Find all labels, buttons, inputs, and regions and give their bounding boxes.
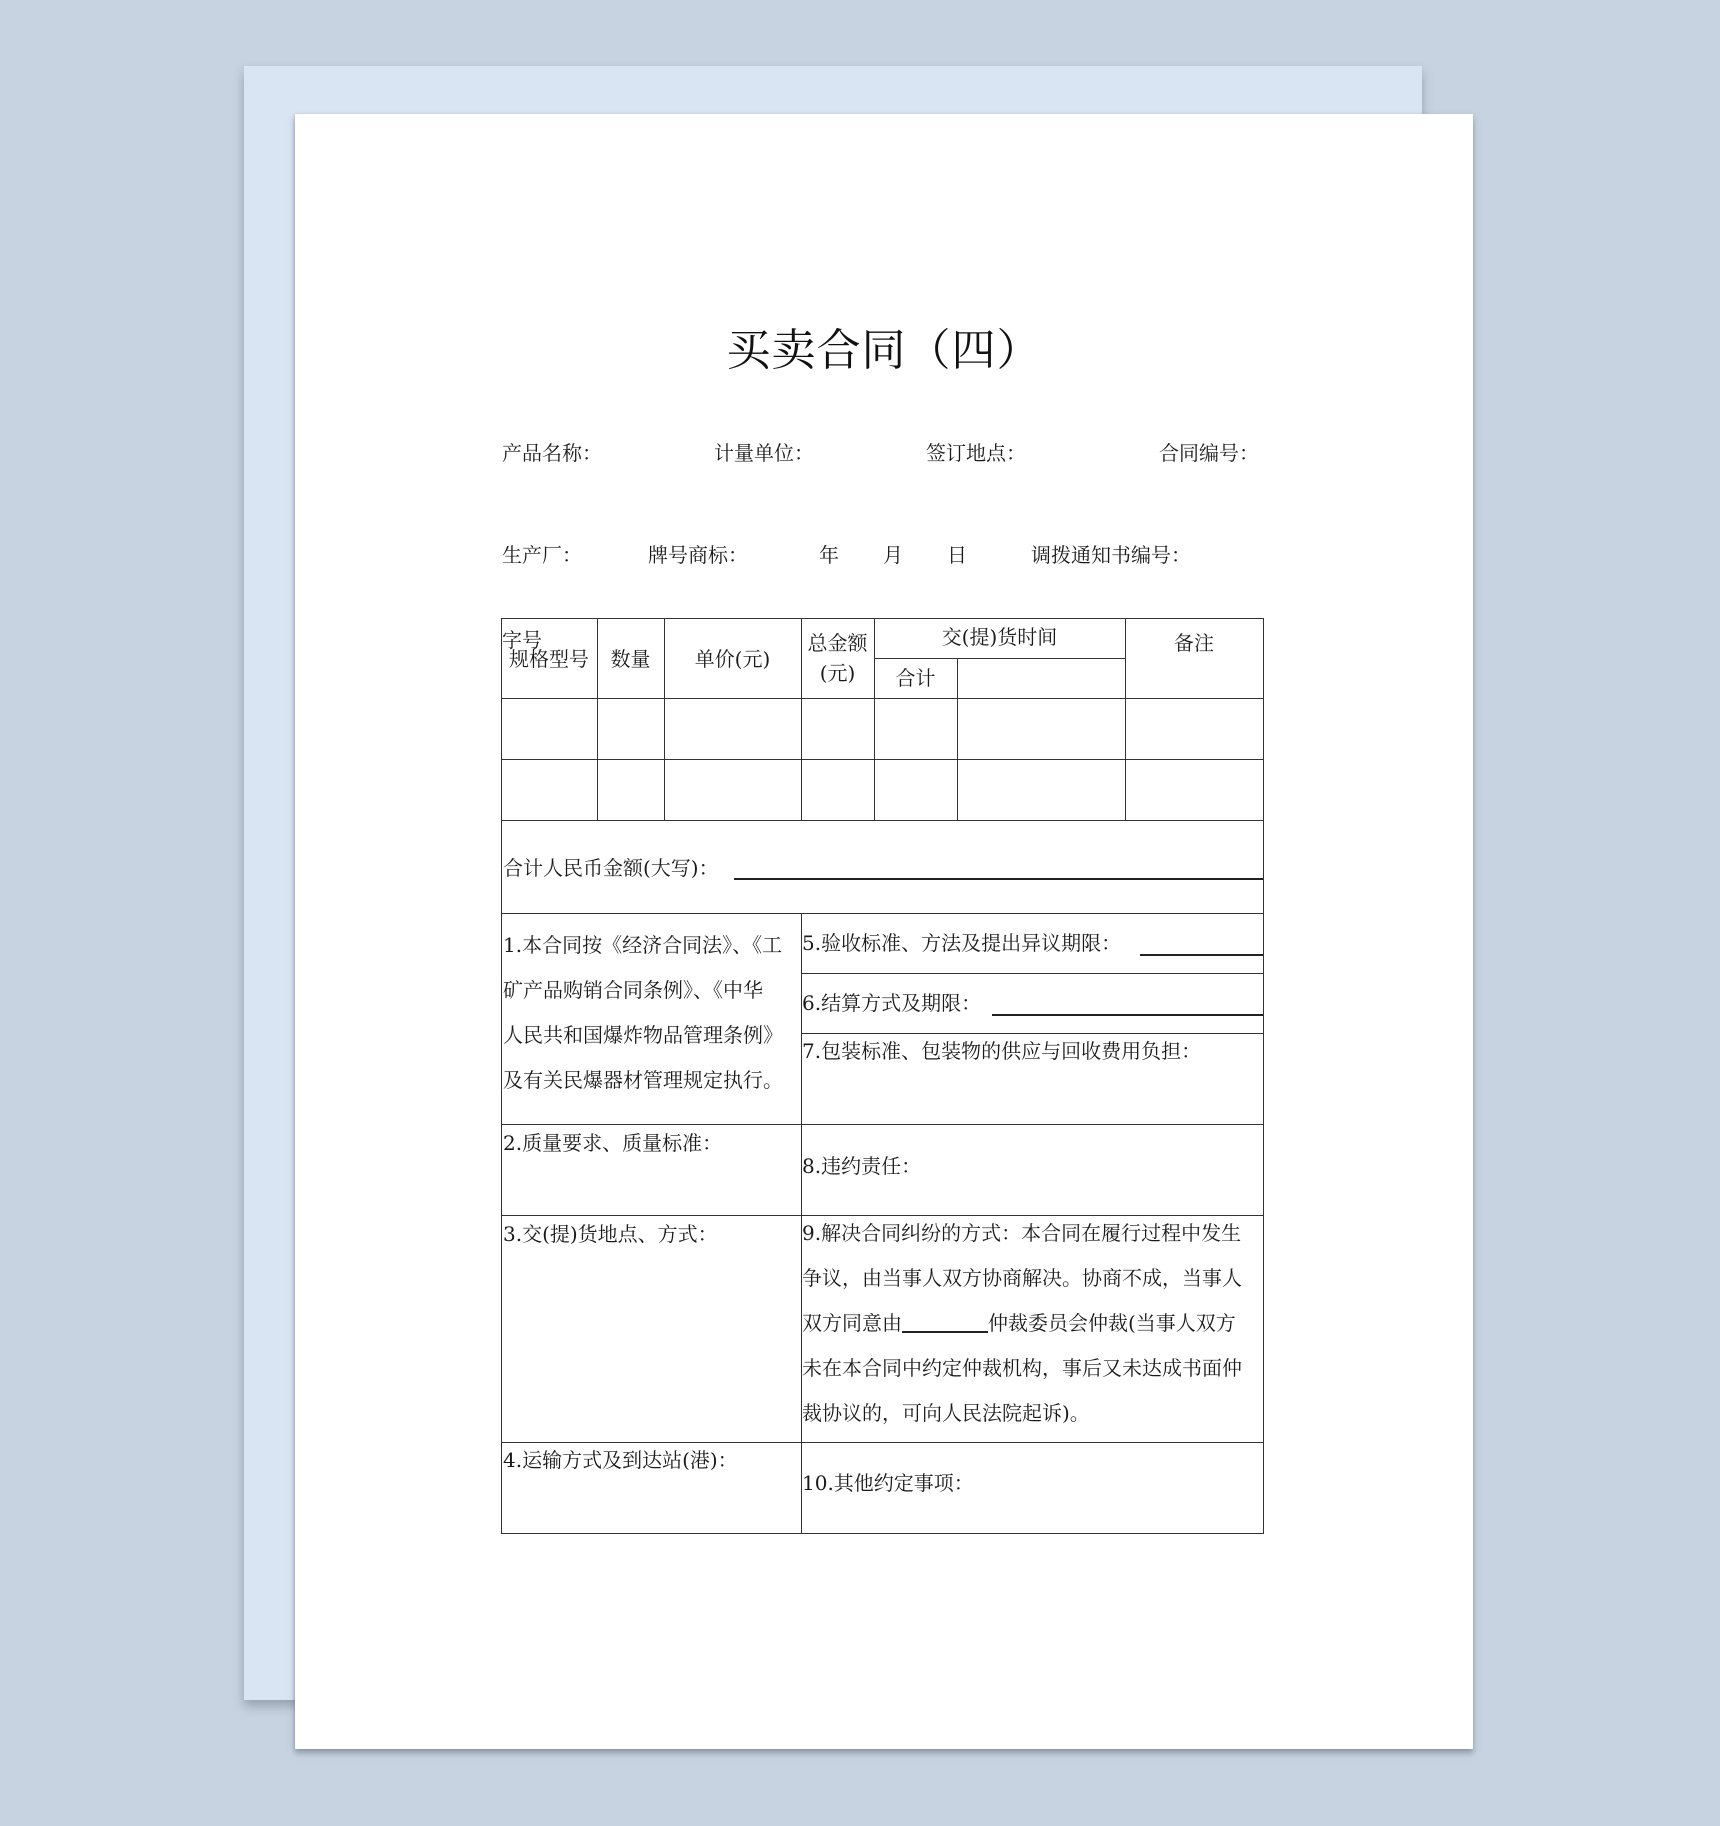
field-month: 月: [883, 543, 903, 567]
clause-1: 1.本合同按《经济合同法》、《工 矿产品购销合同条例》、《中华 人民共和国爆炸物品管理条例》 及有关民爆器材管理规定执行。: [503, 933, 783, 1092]
row1-remarks-cell[interactable]: [1126, 699, 1263, 759]
field-signing-place: 签订地点：: [926, 441, 1026, 465]
row2-delivery-total-cell[interactable]: [875, 760, 957, 820]
header-quantity: 数量: [610, 647, 651, 671]
total-rmb-blank[interactable]: [734, 878, 1263, 880]
row1-total-cell[interactable]: [802, 699, 874, 759]
field-unit: 计量单位：: [714, 441, 814, 465]
clause-3: 3.交(提)货地点、方式：: [503, 1222, 718, 1246]
row2-remarks-cell[interactable]: [1126, 760, 1263, 820]
clause-8: 8.违约责任：: [802, 1154, 922, 1178]
arbitration-committee-blank[interactable]: [902, 1309, 988, 1333]
clause-10: 10.其他约定事项：: [802, 1471, 974, 1495]
total-rmb-label: 合计人民币金额(大写)：: [503, 856, 719, 880]
clause-5-blank[interactable]: [1140, 954, 1263, 956]
row2-total-cell[interactable]: [802, 760, 874, 820]
field-allocation-notice-no: 调拨通知书编号：: [1031, 543, 1191, 567]
field-serial: 字号: [502, 628, 542, 652]
clause-6: 6.结算方式及期限：: [802, 991, 982, 1015]
clause-5: 5.验收标准、方法及提出异议期限：: [802, 931, 1122, 955]
header-remarks: 备注: [1174, 631, 1214, 655]
document-title: 买卖合同（四）: [726, 325, 1042, 376]
row2-unit-price-cell[interactable]: [665, 760, 801, 820]
clause-6-blank[interactable]: [992, 1014, 1263, 1016]
header-total-amount: 总金额: [807, 631, 868, 655]
header-delivery-total: 合计: [895, 666, 936, 690]
row2-delivery-time-cell[interactable]: [958, 760, 1125, 820]
header-unit-price: 单价(元): [694, 647, 771, 671]
row1-spec-cell[interactable]: [502, 699, 597, 759]
clause-7: 7.包装标准、包装物的供应与回收费用负担：: [802, 1039, 1202, 1063]
header-spec: 规格型号: [509, 647, 589, 671]
field-day: 日: [947, 543, 967, 567]
row1-quantity-cell[interactable]: [598, 699, 664, 759]
field-contract-no: 合同编号：: [1159, 441, 1259, 465]
field-brand: 牌号商标：: [648, 543, 748, 567]
header-delivery-time: 交(提)货时间: [941, 625, 1058, 649]
row2-spec-cell[interactable]: [502, 760, 597, 820]
row2-quantity-cell[interactable]: [598, 760, 664, 820]
clause-2: 2.质量要求、质量标准：: [503, 1131, 723, 1155]
header-total-amount-unit: (元): [819, 661, 856, 685]
document-page: [295, 114, 1473, 1749]
clause-9: 9.解决合同纠纷的方式：本合同在履行过程中发生 争议，由当事人双方协商解决。协商不成，当事人 双方同意由 仲裁委员会仲裁(当事人双方 未在本合同中约定仲裁机构，事后又未达成书面仲 裁协议的，可向人民法院起诉)。: [802, 1221, 1242, 1425]
row1-unit-price-cell[interactable]: [665, 699, 801, 759]
field-product-name: 产品名称：: [502, 441, 602, 465]
field-year: 年: [819, 543, 839, 567]
row1-delivery-time-cell[interactable]: [958, 699, 1125, 759]
clause-4: 4.运输方式及到达站(港)：: [503, 1448, 738, 1472]
row1-delivery-total-cell[interactable]: [875, 699, 957, 759]
field-manufacturer: 生产厂：: [502, 543, 582, 567]
